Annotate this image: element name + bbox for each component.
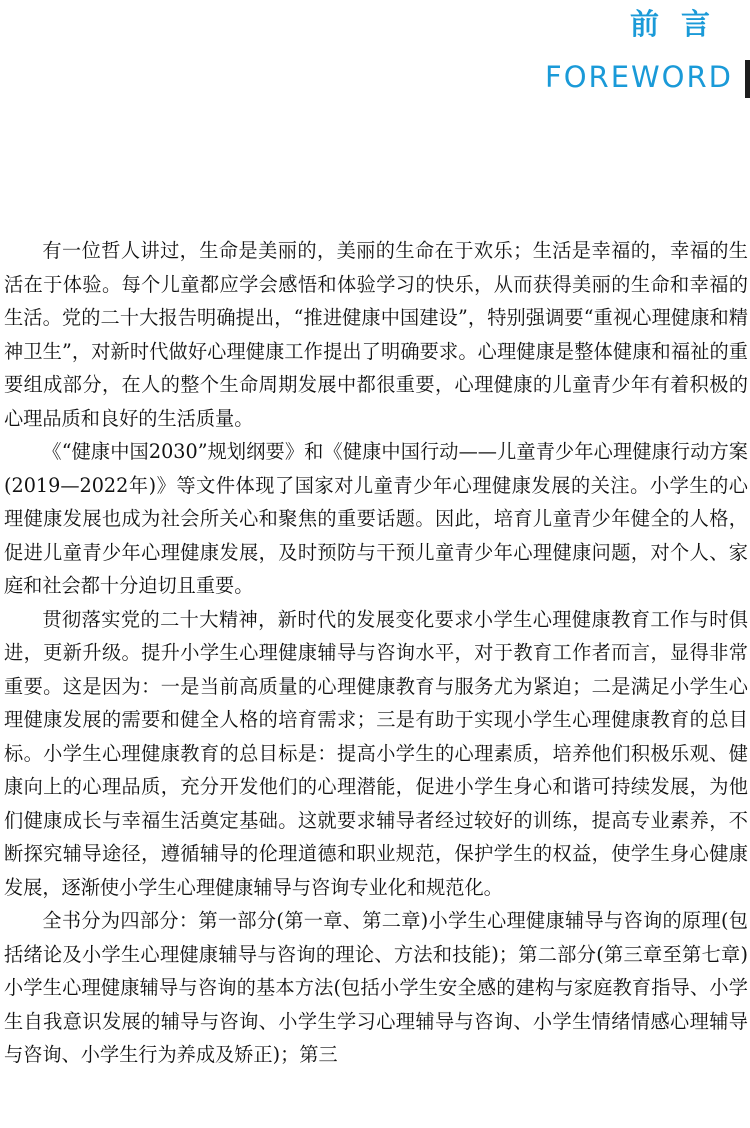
chapter-title-chinese: 前言 [629, 7, 732, 41]
paragraph-3: 贯彻落实党的二十大精神，新时代的发展变化要求小学生心理健康教育工作与时俱进，更新升级。提升小学生心理健康辅导与咨询水平，对于教育工作者而言，显得非常重要。这是因为：一是当前高质量的心理健康教育与服务尤为紧迫；二是满足小学生心理健康发展的需要和健全人格的培育需求；三是有助于实现小学生心理健康教育的总目标。小学生心理健康教育的总目标是：提高小学生的心理素质，培养他们积极乐观、健康向上的心理品质，充分开发他们的心理潜能，促进小学生身心和谐可持续发展，为他们健康成长与幸福生活奠定基础。这就要求辅导者经过较好的训练，提高专业素养，不断探究辅导途径，遵循辅导的伦理道德和职业规范，保护学生的权益，使学生身心健康发展，逐渐使小学生心理健康辅导与咨询专业化和规范化。 [4, 607, 748, 899]
chapter-title-english: FOREWORD [545, 60, 733, 94]
paragraph-4: 全书分为四部分：第一部分(第一章、第二章)小学生心理健康辅导与咨询的原理(包括绪论及小学生心理健康辅导与咨询的理论、方法和技能)；第二部分(第三章至第七章)小学生心理健康辅导与咨询的基本方法(包括小学生安全感的建构与家庭教育指导、小学生自我意识发展的辅导与咨询、小学生学习心理辅导与咨询、小学生情绪情感心理辅导与咨询、小学生行为养成及矫正)；第三 [4, 909, 748, 1066]
body-text [4, 234, 748, 1072]
paragraph-1: 有一位哲人讲过，生命是美丽的，美丽的生命在于欢乐；生活是幸福的，幸福的生活在于体验。每个儿童都应学会感悟和体验学习的快乐，从而获得美丽的生命和幸福的生活。党的二十大报告明确提出，“推进健康中国建设”，特别强调要“重视心理健康和精神卫生”，对新时代做好心理健康工作提出了明确要求。心理健康是整体健康和福祉的重要组成部分，在人的整个生命周期发展中都很重要，心理健康的儿童青少年有着积极的心理品质和良好的生活质量。 [4, 239, 748, 430]
paragraph-2: 《“健康中国2030”规划纲要》和《健康中国行动——儿童青少年心理健康行动方案(2019—2022年)》等文件体现了国家对儿童青少年心理健康发展的关注。小学生的心理健康发展也成为社会所关心和聚焦的重要话题。因此，培育儿童青少年健全的人格，促进儿童青少年心理健康发展，及时预防与干预儿童青少年心理健康问题，对个人、家庭和社会都十分迫切且重要。 [4, 440, 748, 597]
page-edge-tab [745, 60, 750, 98]
